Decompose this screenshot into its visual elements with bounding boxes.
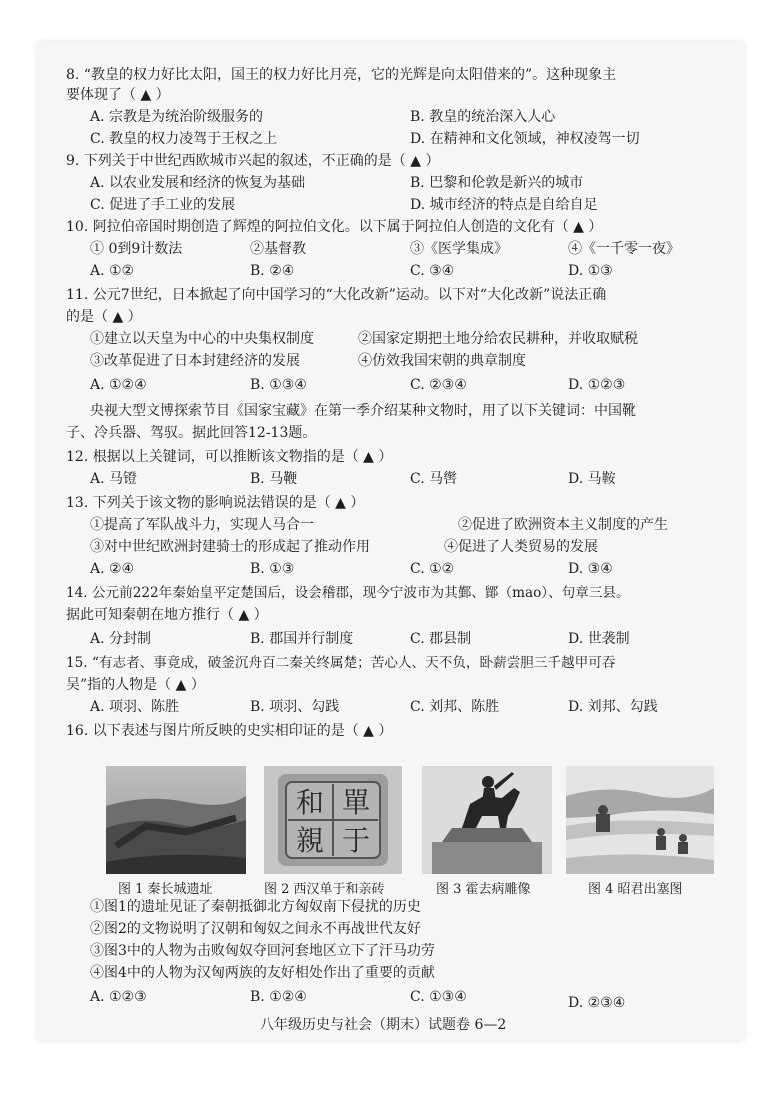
page-footer: 八年级历史与社会（期末）试题卷 6—2 bbox=[260, 1017, 507, 1033]
q10-stem: 10. 阿拉伯帝国时期创造了辉煌的阿拉伯文化。以下属于阿拉伯人创造的文化有（ ▲ ） bbox=[66, 219, 603, 235]
q11-stem-line1: 11. 公元7世纪，日本掀起了向中国学习的“大化改新”运动。以下对“大化改新”说法正确 bbox=[66, 287, 607, 303]
figure-1-great-wall-photo bbox=[106, 766, 246, 874]
figure-4-painting bbox=[566, 766, 714, 874]
q12-stem: 12. 根据以上关键词，可以推断该文物指的是（ ▲ ） bbox=[66, 449, 393, 465]
q16-option-b: B. ①②④ bbox=[250, 989, 307, 1005]
q8-stem-line1: 8. “教皇的权力好比太阳，国王的权力好比月亮，它的光辉是向太阳借来的”。这种现象主 bbox=[66, 67, 617, 83]
q14-stem-line2: 据此可知秦朝在地方推行（ ▲ ） bbox=[66, 607, 268, 623]
figure-2-caption: 图 2 西汉单于和亲砖 bbox=[264, 882, 385, 897]
passage-line2: 子、冷兵器、驾驭。据此回答12-13题。 bbox=[66, 425, 317, 441]
q15-option-c: C. 刘邦、陈胜 bbox=[410, 699, 500, 715]
q13-option-b: B. ①③ bbox=[250, 561, 295, 577]
q16-item-3: ③图3中的人物为击败匈奴夺回河套地区立下了汗马功劳 bbox=[90, 943, 435, 959]
q13-option-c: C. ①② bbox=[410, 561, 455, 577]
q15-stem-line1: 15. “有志者、事竟成，破釜沉舟百二秦关终属楚；苦心人、天不负，卧薪尝胆三千越甲可吞 bbox=[66, 655, 616, 671]
q8-option-d: D. 在精神和文化领域，神权凌驾一切 bbox=[410, 131, 640, 147]
q9-option-b: B. 巴黎和伦敦是新兴的城市 bbox=[410, 175, 584, 191]
brick-char-yu: 于 bbox=[341, 824, 371, 857]
q9-option-a: A. 以农业发展和经济的恢复为基础 bbox=[90, 175, 306, 191]
q14-stem-line1: 14. 公元前222年秦始皇平定楚国后，设会稽郡，现今宁波市为其鄞、鄮（mao）、句章三县。 bbox=[66, 585, 630, 601]
q15-option-d: D. 刘邦、勾践 bbox=[568, 699, 658, 715]
q8-option-c: C. 教皇的权力凌驾于王权之上 bbox=[90, 131, 278, 147]
brick-char-he: 和 bbox=[295, 786, 325, 819]
q10-item-2: ②基督教 bbox=[250, 241, 306, 257]
q11-stem-line2: 的是（ ▲ ） bbox=[66, 309, 142, 325]
figure-3-statue-photo bbox=[422, 766, 552, 874]
passage-line1: 央视大型文博探索节目《国家宝藏》在第一季介绍某种文物时，用了以下关键词：中国靴 bbox=[90, 403, 636, 419]
q14-option-b: B. 郡国并行制度 bbox=[250, 631, 354, 647]
q10-option-c: C. ③④ bbox=[410, 263, 455, 279]
q13-item-3: ③对中世纪欧洲封建骑士的形成起了推动作用 bbox=[90, 539, 370, 555]
q11-option-d: D. ①②③ bbox=[568, 377, 626, 393]
q13-option-d: D. ③④ bbox=[568, 561, 613, 577]
q14-option-a: A. 分封制 bbox=[90, 631, 152, 647]
q11-option-a: A. ①②④ bbox=[90, 377, 147, 393]
figure-1-caption: 图 1 秦长城遗址 bbox=[118, 882, 213, 897]
q11-item-4: ④仿效我国宋朝的典章制度 bbox=[358, 353, 526, 369]
q9-option-c: C. 促进了手工业的发展 bbox=[90, 197, 236, 213]
q16-item-2: ②图2的文物说明了汉朝和匈奴之间永不再战世代友好 bbox=[90, 921, 421, 937]
figure-3-caption: 图 3 霍去病雕像 bbox=[436, 882, 531, 897]
q10-item-1: ① 0到9计数法 bbox=[90, 241, 183, 257]
q15-option-b: B. 项羽、勾践 bbox=[250, 699, 340, 715]
q9-stem: 9. 下列关于中世纪西欧城市兴起的叙述，不正确的是（ ▲ ） bbox=[66, 153, 440, 169]
q16-item-4: ④图4中的人物为汉匈两族的友好相处作出了重要的贡献 bbox=[90, 965, 435, 981]
brick-char-dan: 單 bbox=[341, 786, 371, 819]
q9-option-d: D. 城市经济的特点是自给自足 bbox=[410, 197, 598, 213]
q13-item-2: ②促进了欧洲资本主义制度的产生 bbox=[458, 517, 668, 533]
q8-option-a: A. 宗教是为统治阶级服务的 bbox=[90, 109, 264, 125]
q13-item-1: ①提高了军队战斗力，实现人马合一 bbox=[90, 517, 314, 533]
q10-option-b: B. ②④ bbox=[250, 263, 295, 279]
q8-option-b: B. 教皇的统治深入人心 bbox=[410, 109, 556, 125]
q8-stem-line2: 要体现了（ ▲ ） bbox=[66, 87, 170, 103]
q15-option-a: A. 项羽、陈胜 bbox=[90, 699, 180, 715]
q12-option-c: C. 马辔 bbox=[410, 471, 458, 487]
q16-item-1: ①图1的遗址见证了秦朝抵御北方匈奴南下侵扰的历史 bbox=[90, 899, 421, 915]
q16-stem: 16. 以下表述与图片所反映的史实相印证的是（ ▲ ） bbox=[66, 723, 393, 739]
q12-option-a: A. 马镫 bbox=[90, 471, 138, 487]
brick-char-qin: 親 bbox=[295, 824, 325, 857]
q11-item-3: ③改革促进了日本封建经济的发展 bbox=[90, 353, 300, 369]
q10-option-a: A. ①② bbox=[90, 263, 135, 279]
q11-item-1: ①建立以天皇为中心的中央集权制度 bbox=[90, 331, 314, 347]
q14-option-d: D. 世袭制 bbox=[568, 631, 630, 647]
q13-option-a: A. ②④ bbox=[90, 561, 135, 577]
q11-item-2: ②国家定期把土地分给农民耕种，并收取赋税 bbox=[358, 331, 638, 347]
q15-stem-line2: 吴”指的人物是（ ▲ ） bbox=[66, 677, 205, 693]
q11-option-c: C. ②③④ bbox=[410, 377, 467, 393]
q16-option-c: C. ①③④ bbox=[410, 989, 467, 1005]
q12-option-d: D. 马鞍 bbox=[568, 471, 616, 487]
exam-page bbox=[38, 42, 744, 1040]
q12-option-b: B. 马鞭 bbox=[250, 471, 298, 487]
q16-option-a: A. ①②③ bbox=[90, 989, 147, 1005]
q16-option-d: D. ②③④ bbox=[568, 995, 626, 1011]
q10-option-d: D. ①③ bbox=[568, 263, 613, 279]
q14-option-c: C. 郡县制 bbox=[410, 631, 472, 647]
q11-option-b: B. ①③④ bbox=[250, 377, 307, 393]
q10-item-4: ④《一千零一夜》 bbox=[568, 241, 680, 257]
q13-item-4: ④促进了人类贸易的发展 bbox=[444, 539, 598, 555]
q10-item-3: ③《医学集成》 bbox=[410, 241, 508, 257]
q13-stem: 13. 下列关于该文物的影响说法错误的是（ ▲ ） bbox=[66, 495, 365, 511]
figure-2-brick-photo bbox=[264, 766, 402, 874]
figure-4-caption: 图 4 昭君出塞图 bbox=[588, 882, 683, 897]
